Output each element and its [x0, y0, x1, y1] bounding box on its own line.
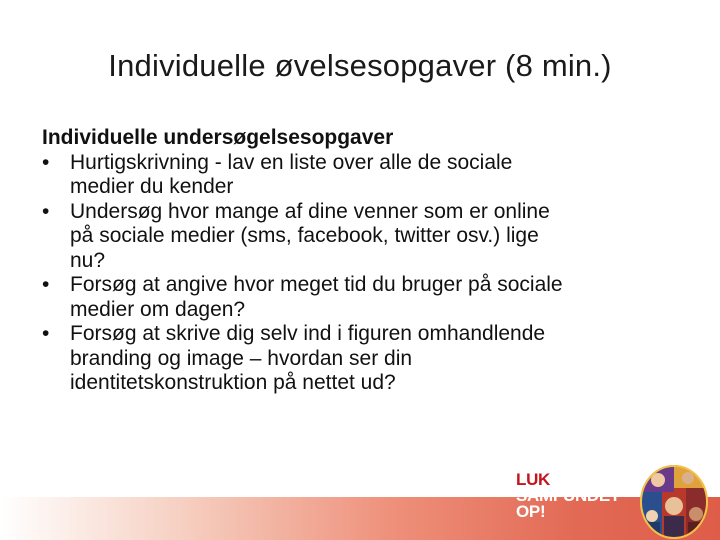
bullet-item — [42, 273, 682, 322]
bullet-line: Hurtigskrivning - lav en liste over alle de sociale — [70, 150, 513, 174]
slide-title: Individuelle øvelsesopgaver (8 min.) — [108, 48, 612, 83]
logo-line: SAMFUNDET — [516, 486, 621, 505]
slide-heading: Individuelle undersøgelsesopgaver — [42, 126, 394, 149]
bullet-line: identitetskonstruktion på nettet ud? — [70, 371, 396, 394]
slide-body — [42, 126, 682, 396]
logo-line: OP! — [516, 502, 546, 521]
bullet-item — [42, 200, 682, 274]
bullet-list — [42, 151, 682, 396]
bullet-line: branding og image – hvordan ser din — [70, 346, 413, 370]
bullet-line: Undersøg hvor mange af dine venner som er online — [70, 199, 550, 223]
collage-emblem-icon — [638, 462, 710, 540]
bullet-line: Forsøg at skrive dig selv ind i figuren omhandlende — [70, 322, 546, 345]
bullet-line: medier du kender — [70, 175, 234, 198]
bullet-line: på sociale medier (sms, facebook, twitter osv.) lige — [70, 224, 539, 247]
luk-samfundet-op-logo — [516, 472, 620, 520]
bullet-icon: • — [42, 199, 50, 223]
bullet-item — [42, 151, 682, 200]
bullet-icon: • — [42, 273, 50, 296]
bullet-item — [42, 322, 682, 396]
bullet-line: nu? — [70, 248, 106, 272]
bullet-icon: • — [42, 322, 50, 345]
bullet-line: Forsøg at angive hvor meget tid du bruger på sociale — [70, 273, 563, 296]
bullet-line: medier om dagen? — [70, 297, 246, 321]
bullet-icon: • — [42, 150, 50, 174]
logo-line: LUK — [516, 470, 551, 489]
